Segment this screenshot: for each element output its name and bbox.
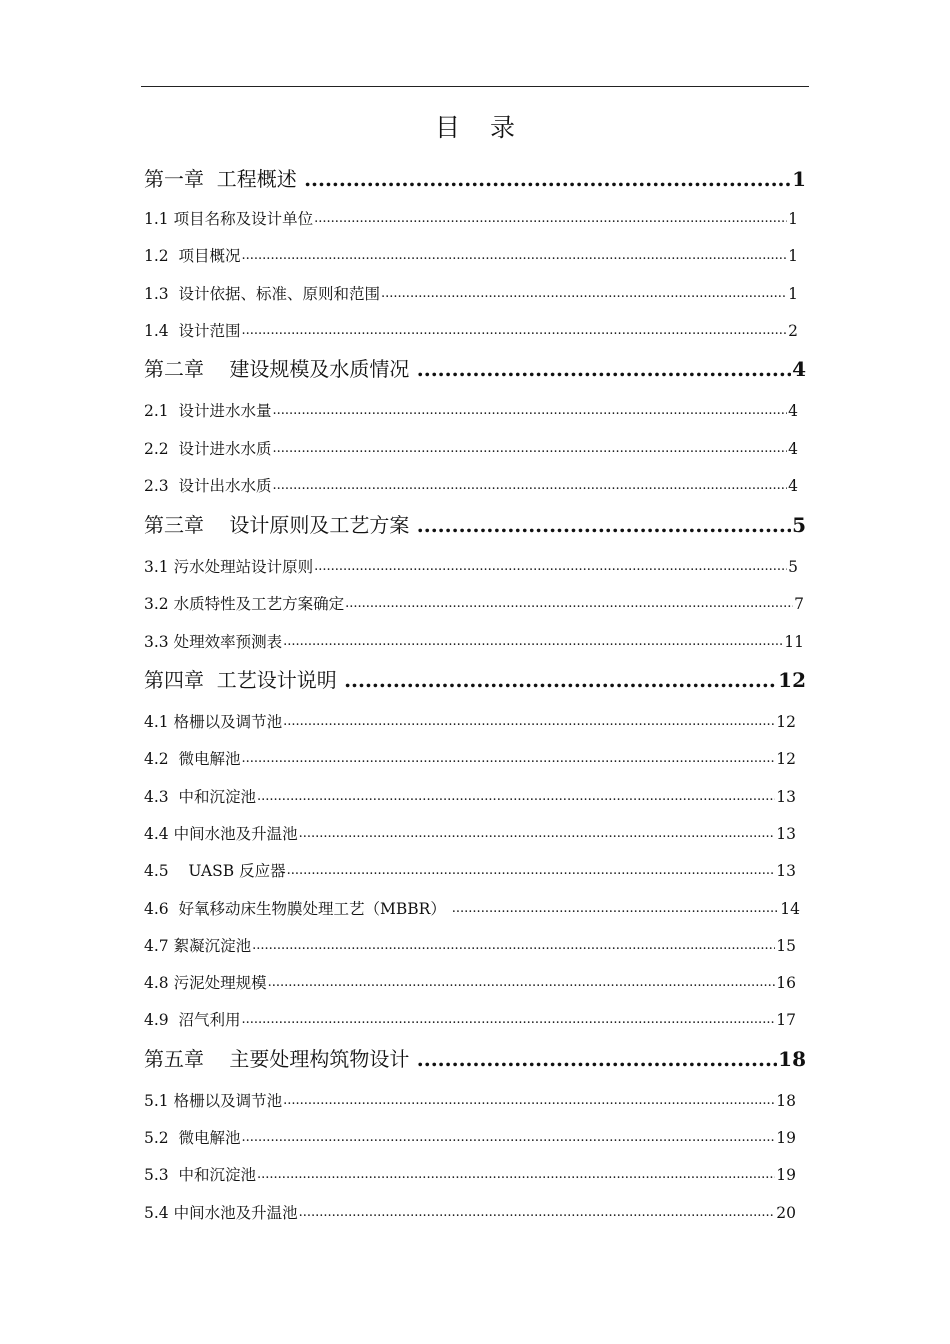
toc-entry-label: 5.4 中间水池及升温池	[144, 1204, 298, 1222]
toc-entry-label: 1.4 设计范围	[144, 322, 241, 340]
toc-page-number: 1	[788, 247, 798, 265]
toc-section-entry[interactable]	[144, 284, 798, 304]
toc-entry-label: 1.1 项目名称及设计单位	[144, 210, 314, 228]
toc-section-entry[interactable]	[144, 401, 798, 421]
toc-entry-label: 1.3 设计依据、标准、原则和范围	[144, 285, 381, 303]
toc-page-number: 15	[776, 937, 796, 955]
toc-section-entry[interactable]	[144, 1128, 796, 1148]
dot-leader	[257, 787, 775, 807]
toc-section-entry[interactable]	[144, 1010, 796, 1030]
toc-section-entry[interactable]	[144, 209, 798, 229]
toc-section-entry[interactable]	[144, 1165, 796, 1185]
dot-leader	[452, 899, 780, 919]
toc-chapter-entry[interactable]	[144, 166, 806, 192]
dot-leader	[283, 632, 783, 652]
toc-title	[0, 108, 950, 144]
toc-page-number: 19	[776, 1129, 796, 1147]
toc-entry-label: 5.1 格栅以及调节池	[144, 1092, 283, 1110]
toc-page-number: 1	[788, 285, 798, 303]
toc-entry-label: 第二章 建设规模及水质情况	[144, 357, 416, 381]
toc-entry-label: 4.9 沼气利用	[144, 1011, 241, 1029]
dot-leader	[304, 166, 791, 192]
dot-leader	[242, 246, 788, 266]
toc-section-entry[interactable]	[144, 899, 800, 919]
toc-section-entry[interactable]	[144, 973, 796, 993]
toc-entry-label: 1.2 项目概况	[144, 247, 241, 265]
toc-section-entry[interactable]	[144, 1203, 796, 1223]
toc-page-number: 18	[776, 1092, 796, 1110]
toc-section-entry[interactable]	[144, 824, 796, 844]
toc-section-entry[interactable]	[144, 557, 798, 577]
toc-page-number: 16	[776, 974, 796, 992]
toc-chapter-entry[interactable]	[144, 512, 806, 538]
toc-page-number: 2	[788, 322, 798, 340]
toc-section-entry[interactable]	[144, 246, 798, 266]
toc-entry-label: 3.2 水质特性及工艺方案确定	[144, 595, 345, 613]
toc-page-number: 7	[794, 595, 804, 613]
dot-leader	[257, 1165, 775, 1185]
dot-leader	[381, 284, 787, 304]
dot-leader	[344, 667, 777, 693]
dot-leader	[273, 401, 788, 421]
toc-entry-label: 4.4 中间水池及升温池	[144, 825, 298, 843]
toc-entry-label: 3.3 处理效率预测表	[144, 633, 283, 651]
toc-page-number: 12	[778, 668, 806, 692]
dot-leader	[242, 749, 776, 769]
dot-leader	[417, 512, 791, 538]
toc-chapter-entry[interactable]	[144, 356, 806, 382]
toc-title-char-1: 目	[434, 113, 460, 142]
dot-leader	[299, 824, 776, 844]
dot-leader	[299, 1203, 776, 1223]
toc-entry-label: 第五章 主要处理构筑物设计	[144, 1047, 416, 1071]
dot-leader	[417, 1046, 777, 1072]
toc-section-entry[interactable]	[144, 1091, 796, 1111]
toc-section-entry[interactable]	[144, 476, 798, 496]
toc-page-number: 12	[776, 713, 796, 731]
toc-page-number: 13	[776, 788, 796, 806]
toc-entry-label: 4.6 好氧移动床生物膜处理工艺（MBBR）	[144, 900, 451, 918]
dot-leader	[273, 476, 788, 496]
dot-leader	[283, 712, 775, 732]
toc-section-entry[interactable]	[144, 712, 796, 732]
dot-leader	[252, 936, 775, 956]
dot-leader	[283, 1091, 775, 1111]
toc-title-char-2: 录	[490, 113, 516, 142]
toc-section-entry[interactable]	[144, 594, 804, 614]
toc-entry-label: 第四章 工艺设计说明	[144, 668, 344, 692]
toc-section-entry[interactable]	[144, 749, 796, 769]
toc-page-number: 5	[788, 558, 798, 576]
toc-page-number: 4	[788, 440, 798, 458]
dot-leader	[314, 557, 787, 577]
toc-section-entry[interactable]	[144, 321, 798, 341]
header-rule	[141, 86, 809, 87]
toc-section-entry[interactable]	[144, 861, 796, 881]
dot-leader	[268, 973, 776, 993]
toc-page-number: 14	[780, 900, 800, 918]
toc-entry-label: 2.3 设计出水水质	[144, 477, 272, 495]
dot-leader	[345, 594, 793, 614]
toc-entry-label: 4.7 絮凝沉淀池	[144, 937, 252, 955]
toc-page-number: 5	[792, 513, 806, 537]
toc-entry-label: 2.2 设计进水水质	[144, 440, 272, 458]
toc-entry-label: 第一章 工程概述	[144, 167, 304, 191]
toc-entry-label: 5.3 中和沉淀池	[144, 1166, 257, 1184]
toc-chapter-entry[interactable]	[144, 667, 806, 693]
toc-page-number: 4	[788, 402, 798, 420]
toc-page-number: 1	[792, 167, 806, 191]
toc-section-entry[interactable]	[144, 936, 796, 956]
toc-section-entry[interactable]	[144, 787, 796, 807]
toc-page-number: 17	[776, 1011, 796, 1029]
dot-leader	[417, 356, 791, 382]
toc-page-number: 12	[776, 750, 796, 768]
toc-page-number: 19	[776, 1166, 796, 1184]
dot-leader	[273, 439, 788, 459]
toc-entry-label: 4.1 格栅以及调节池	[144, 713, 283, 731]
toc-page-number: 18	[778, 1047, 806, 1071]
dot-leader	[242, 1010, 776, 1030]
toc-entry-label: 4.5 UASB 反应器	[144, 862, 286, 880]
toc-section-entry[interactable]	[144, 632, 804, 652]
toc-page-number: 13	[776, 825, 796, 843]
toc-entry-label: 4.3 中和沉淀池	[144, 788, 257, 806]
toc-page-number: 13	[776, 862, 796, 880]
toc-page-number: 1	[788, 210, 798, 228]
toc-page-number: 11	[784, 633, 804, 651]
toc-entry-label: 2.1 设计进水水量	[144, 402, 272, 420]
toc-entry-label: 4.2 微电解池	[144, 750, 241, 768]
toc-page-number: 4	[792, 357, 806, 381]
toc-entry-label: 4.8 污泥处理规模	[144, 974, 267, 992]
toc-entry-label: 3.1 污水处理站设计原则	[144, 558, 314, 576]
dot-leader	[242, 1128, 776, 1148]
dot-leader	[287, 861, 776, 881]
toc-entry-label: 第三章 设计原则及工艺方案	[144, 513, 416, 537]
toc-entry-label: 5.2 微电解池	[144, 1129, 241, 1147]
dot-leader	[314, 209, 787, 229]
toc-page-number: 20	[776, 1204, 796, 1222]
toc-page-number: 4	[788, 477, 798, 495]
toc-chapter-entry[interactable]	[144, 1046, 806, 1072]
toc-section-entry[interactable]	[144, 439, 798, 459]
dot-leader	[242, 321, 788, 341]
